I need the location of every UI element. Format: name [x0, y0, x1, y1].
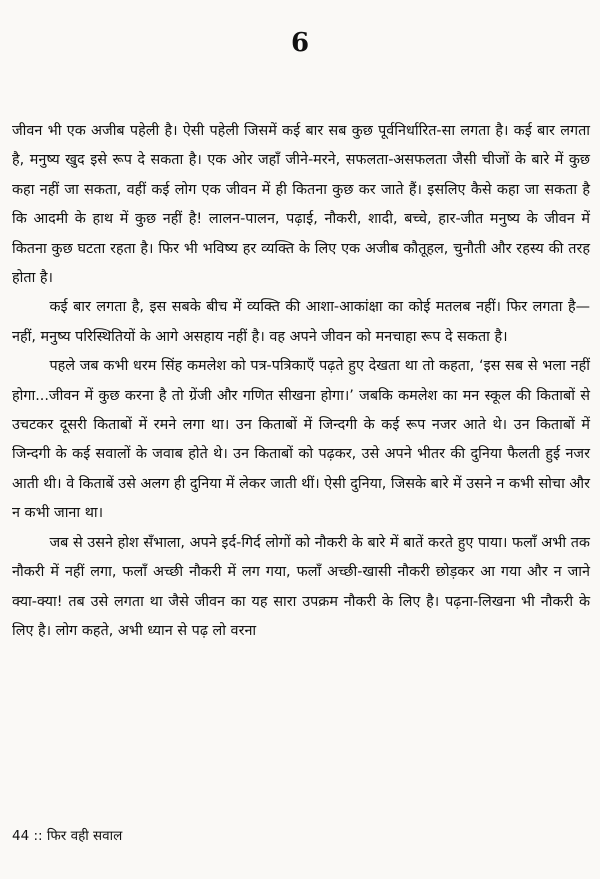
chapter-number: 6: [290, 28, 310, 58]
paragraph-2: कई बार लगता है, इस सबके बीच में व्यक्ति की आशा-आकांक्षा का कोई मतलब नहीं। फिर लगता है— नहीं, मनुष्य परिस्थितियों के आगे असहाय नहीं है। वह अपने जीवन को मनचाहा रूप दे सकता है।: [12, 299, 590, 345]
paragraph-4: जब से उसने होश सँभाला, अपने इर्द-गिर्द लोगों को नौकरी के बारे में बातें करते हुए पाया। फलाँ अभी तक नौकरी में नहीं लगा, फलाँ अच्छी नौकरी में लग गया, फलाँ अच्छी-खासी नौकरी छोड़कर आ गया और न जाने क्या-क्या! तब उसे लगता था जैसे जीवन का यह सारा उपक्रम नौकरी के लिए है। पढ़ना-लिखना भी नौकरी के लिए है। लोग कहते, अभी ध्यान से पढ़ लो वरना: [12, 534, 590, 639]
page-footer: 44 :: फिर वही सवाल: [12, 828, 123, 844]
body-text: [12, 117, 590, 646]
paragraph-3: पहले जब कभी धरम सिंह कमलेश को पत्र-पत्रिकाएँ पढ़ते हुए देखता था तो कहता, ‘इस सब से भला नहीं होगा...जीवन में कुछ करना है तो ग्रेंजी और गणित सीखना होगा।’ जबकि कमलेश का मन स्कूल की किताबों से उचटकर दूसरी किताबों में रमने लगा था। उन किताबों में जिन्दगी के कई रूप नजर आते थे। उन किताबों में जिन्दगी के कई सवालों के जवाब होते थे। उन किताबों को पढ़कर, उसे अपने भीतर की दुनिया फैलती हुई नजर आती थी। वे किताबें उसे अलग ही दुनिया में लेकर जाती थीं। ऐसी दुनिया, जिसके बारे में उसने न कभी सोचा और न कभी जाना था।: [12, 358, 590, 522]
paragraph-1: जीवन भी एक अजीब पहेली है। ऐसी पहेली जिसमें कई बार सब कुछ पूर्वनिर्धारित-सा लगता है। कई बार लगता है, मनुष्य खुद इसे रूप दे सकता है। एक ओर जहाँ जीने-मरने, सफलता-असफलता जैसी चीजों के बारे में कुछ कहा नहीं जा सकता, वहीं कई लोग एक जीवन में ही कितना कुछ कर जाते हैं। इसलिए कैसे कहा जा सकता है कि आदमी के हाथ में कुछ नहीं है! लालन-पालन, पढ़ाई, नौकरी, शादी, बच्चे, हार-जीत मनुष्य के जीवन में कितना कुछ घटता रहता है। फिर भी भविष्य हर व्यक्ति के लिए एक अजीब कौतूहल, चुनौती और रहस्य की तरह होता है।: [12, 123, 590, 287]
